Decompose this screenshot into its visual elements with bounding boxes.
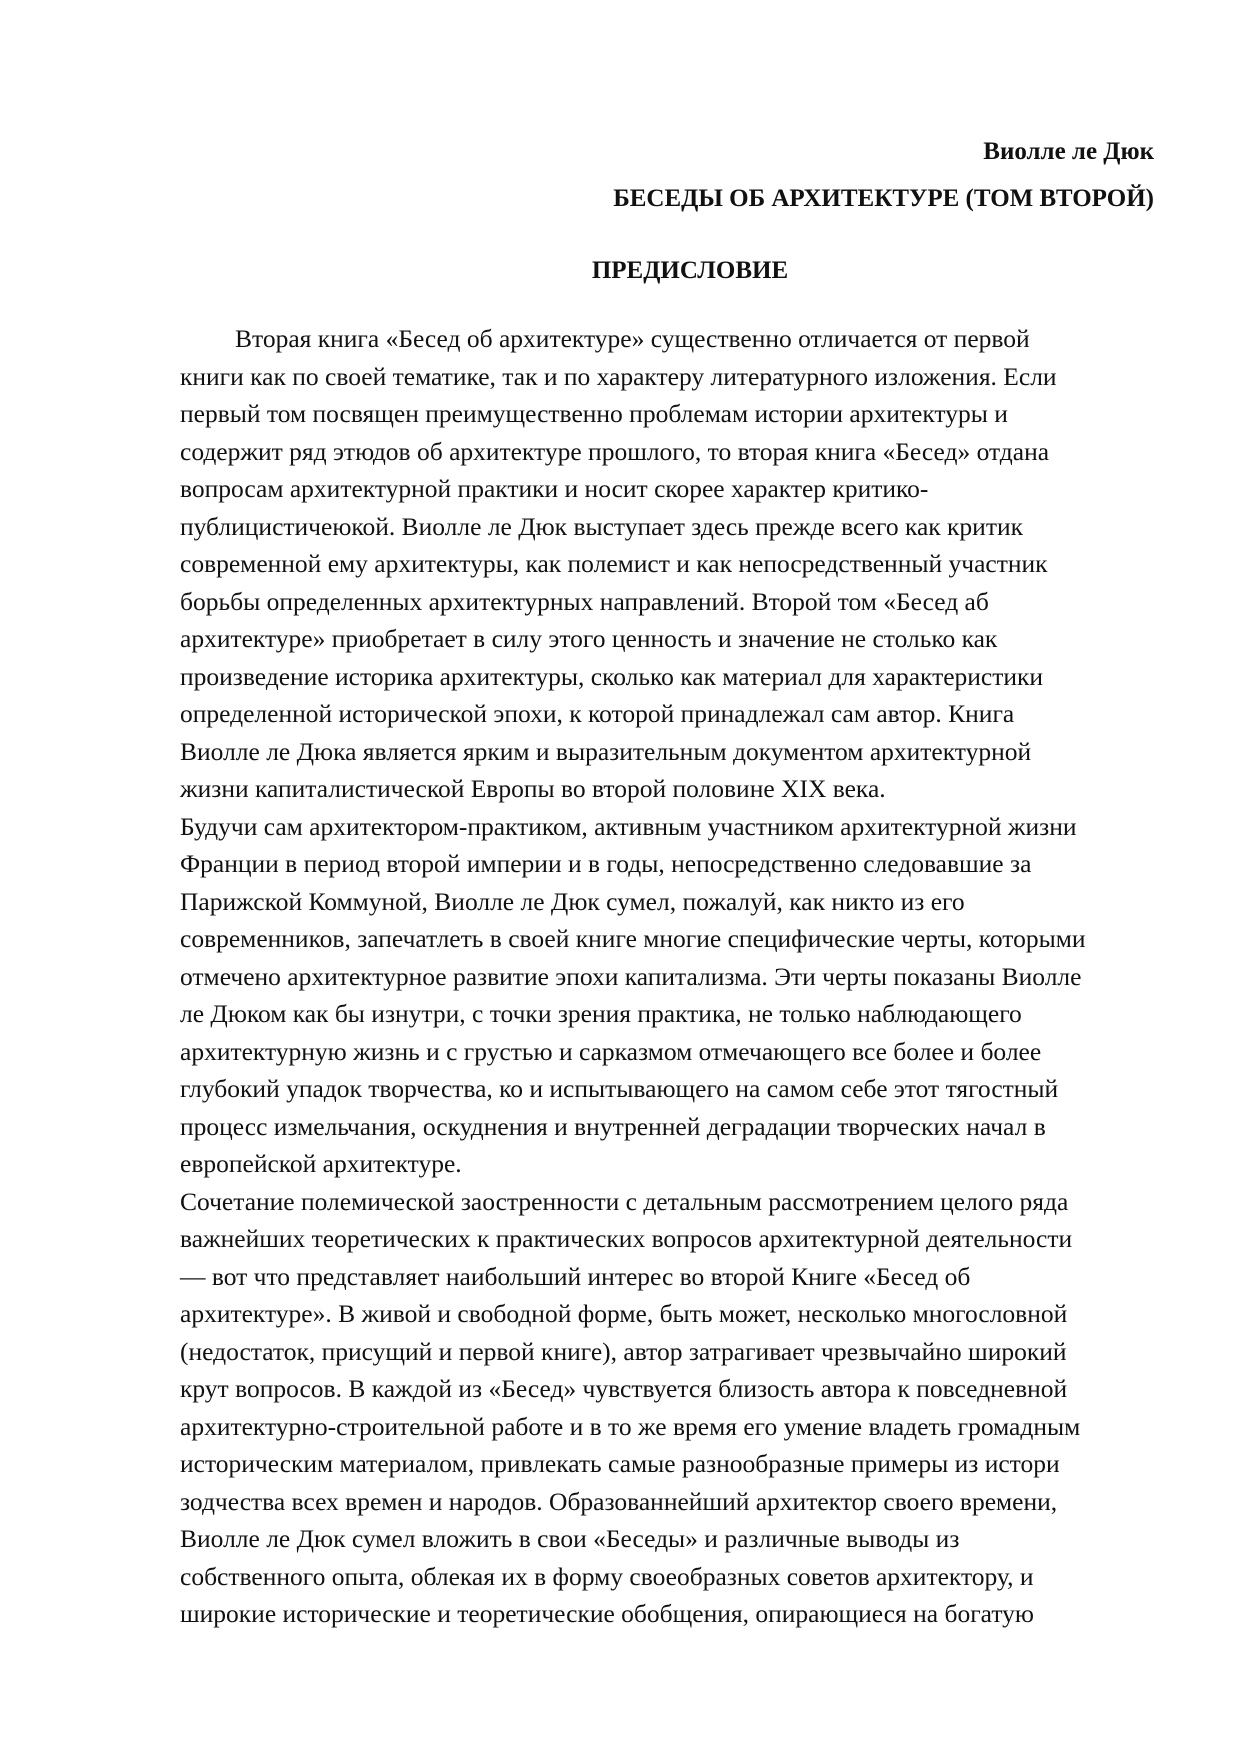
text-line: архитектуре» приобретает в силу этого ценность и значение не столько как [180, 624, 998, 653]
text-line: Сочетание полемической заостренности с детальным рассмотрением целого ряда [180, 1186, 1069, 1216]
text-line: архитектурную жизнь и с грустью и сарказмом отмечающего все более и более [180, 1036, 1042, 1066]
text-line: Виолле ле Дюк сумел вложить в свои «Беседы» и различные выводы из [180, 1524, 960, 1553]
text-line: процесс измельчания, оскуднения и внутренней деградации творческих начал в [180, 1111, 1046, 1141]
text-line: крут вопросов. В каждой из «Бесед» чувствуется близость автора к повседневной [180, 1374, 1068, 1403]
text-line: собственного опыта, облекая их в форму своеобразных советов архитектору, и [180, 1561, 1034, 1591]
text-line: книги как по своей тематике, так и по характеру литературного изложения. Если [180, 361, 1057, 391]
text-line: современников, запечатлеть в своей книге многие специфические черты, которыми [180, 924, 1086, 953]
body-text [180, 320, 1180, 1633]
text-line: содержит ряд этюдов об архитектуре прошлого, то вторая книга «Бесед» отдана [180, 436, 1050, 466]
text-line: отмечено архитектурное развитие эпохи капитализма. Эти черты показаны Виолле [180, 961, 1082, 991]
text-line: жизни капиталистической Европы во второй половине XIX века. [180, 774, 886, 803]
text-line: архитектуре». В живой и свободной форме, быть может, несколько многословной [180, 1299, 1068, 1328]
book-title: БЕСЕДЫ ОБ АРХИТЕКТУРЕ (ТОМ ВТОРОЙ) [613, 185, 1154, 212]
text-line: европейской архитектуре. [180, 1149, 462, 1178]
text-line: первый том посвящен преимущественно проблемам истории архитектуры и [180, 399, 1008, 428]
text-line: глубокий упадок творчества, ко и испытывающего на самом себе этот тягостный [180, 1074, 1059, 1103]
section-title: ПРЕДИСЛОВИЕ [591, 257, 789, 284]
text-line: борьбы определенных архитектурных направлений. Второй том «Бесед аб [180, 586, 989, 616]
text-line: историческим материалом, привлекать самые разнообразные примеры из истори [180, 1449, 1060, 1478]
text-line: (недостаток, присущий и первой книге), автор затрагивает чрезвычайно широкий [180, 1336, 1067, 1366]
text-line: вопросам архитектурной практики и носит скорее характер критико- [180, 474, 929, 503]
text-line: Вторая книга «Бесед об архитектуре» существенно отличается от первой [235, 324, 1030, 353]
text-line: Парижской Коммуной, Виолле ле Дюк сумел, пожалуй, как никто из его [180, 886, 965, 916]
text-line: Виолле ле Дюка является ярким и выразительным документом архитектурной [180, 736, 1032, 766]
text-line: — вот что представляет наибольший интерес во второй Книге «Бесед об [180, 1261, 971, 1291]
text-line: произведение историка архитектуры, сколько как материал для характеристики [180, 661, 1044, 691]
text-line: зодчества всех времен и народов. Образованнейший архитектор своего времени, [180, 1486, 1058, 1516]
author-name: Виолле ле Дюк [983, 138, 1154, 165]
text-line: публицистичеюкой. Виолле ле Дюк выступает здесь прежде всего как критик [180, 511, 1023, 541]
text-line: широкие исторические и теоретические обобщения, опирающиеся на богатую [180, 1599, 1034, 1628]
text-line: важнейших теоретических к практических вопросов архитектурной деятельности [180, 1224, 1073, 1253]
text-line: Франции в период второй империи и в годы, непосредственно следовавшие за [180, 849, 1032, 878]
text-line: архитектурно-строительной работе и в то же время его умение владеть громадным [180, 1411, 1081, 1441]
text-line: современной ему архитектуры, как полемист и как непосредственный участник [180, 549, 1048, 578]
text-line: Будучи сам архитектором-практиком, активным участником архитектурной жизни [180, 811, 1077, 841]
text-line: ле Дюком как бы изнутри, с точки зрения практика, не только наблюдающего [180, 999, 1022, 1028]
text-line: определенной исторической эпохи, к которой принадлежал сам автор. Книга [180, 699, 1015, 728]
